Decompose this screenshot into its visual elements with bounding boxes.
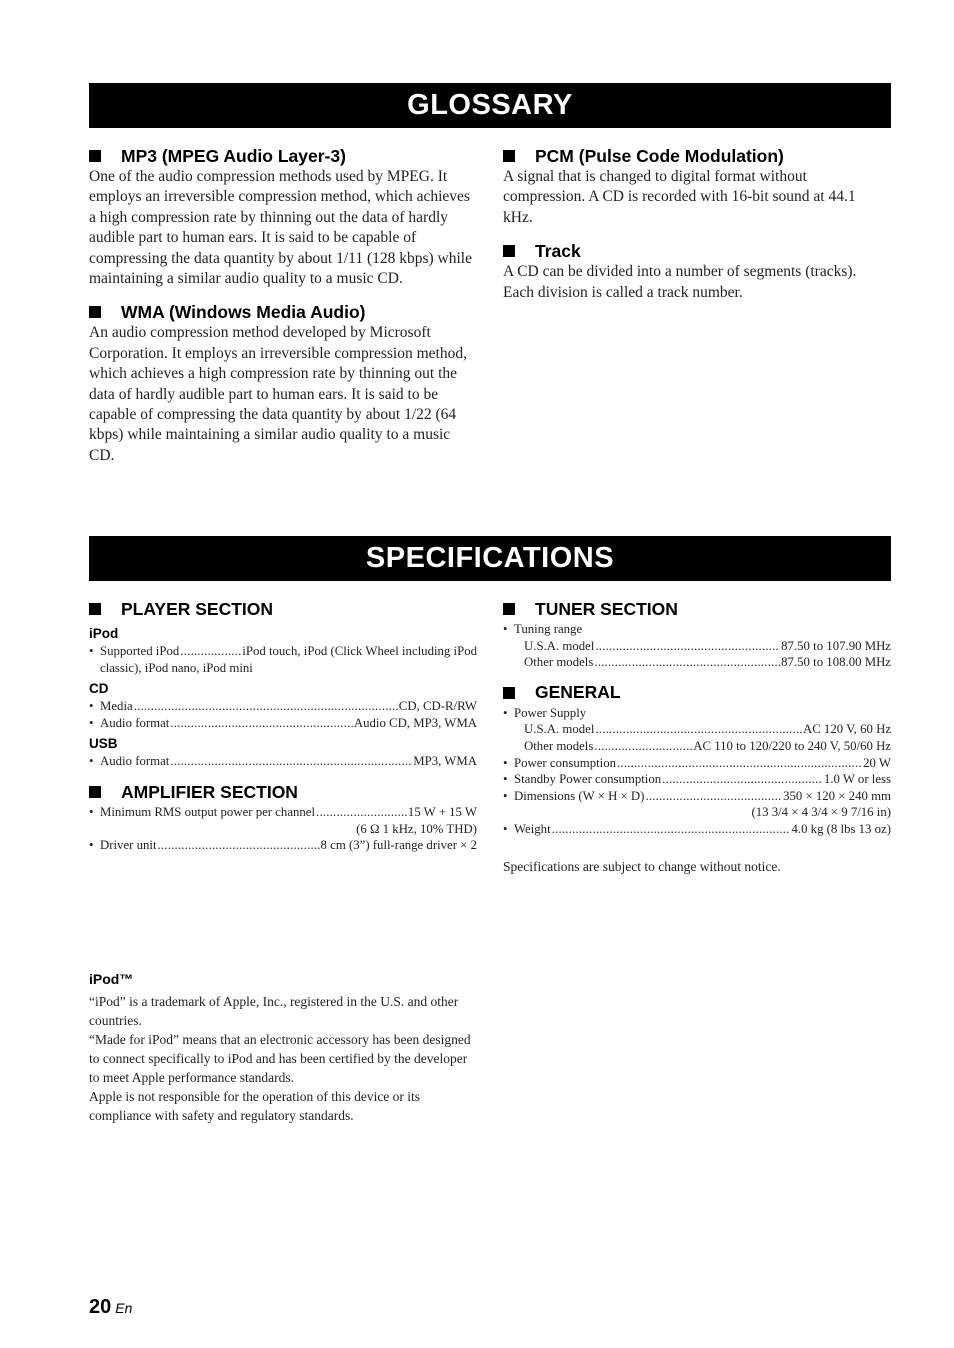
general-section-heading: GENERAL <box>503 682 891 704</box>
spec-row-supply-usa: U.S.A. model ..... AC 120 V, 60 Hz <box>503 721 891 738</box>
glossary-left-column <box>89 145 479 466</box>
trademark-paragraph-2: “Made for iPod” means that an electronic accessory has been designed to connect specifically to iPod and has been certified by the developer to meet Apple performance standards. <box>89 1032 471 1085</box>
square-bullet-icon <box>89 603 101 615</box>
track-text: A CD can be divided into a number of segments (tracks). Each division is called a track number. <box>503 263 857 301</box>
specifications-title: SPECIFICATIONS <box>365 542 615 574</box>
spec-row-tuner-other: Other models ..... 87.50 to 108.00 MHz <box>503 654 891 671</box>
square-bullet-icon <box>89 786 101 798</box>
spec-row-standby-power: • Standby Power consumption ..... 1.0 W or less <box>503 771 891 788</box>
page-language: En <box>115 1300 133 1316</box>
spec-row-cd-format: • Audio format ..... Audio CD, MP3, WMA <box>89 715 477 732</box>
track-heading: Track <box>503 240 891 262</box>
ipod-trademark-heading: iPod™ <box>89 971 134 987</box>
square-bullet-icon <box>503 150 515 162</box>
spec-row-driver-unit: • Driver unit ..... 8 cm (3”) full-range driver × 2 <box>89 837 477 854</box>
specs-right-column <box>503 598 891 876</box>
mp3-text: One of the audio compression methods used by MPEG. It employs an irreversible compression method, which achieves a high compression rate by thinning out the data of hardly audible part to human ears. It is said to be capable of compressing the data quantity by about 1/11 (128 kbps) while maintaining a similar audio quality to a music CD. <box>89 168 472 288</box>
cd-subheading: CD <box>89 681 109 697</box>
spec-row-power-consumption: • Power consumption ..... 20 W <box>503 755 891 772</box>
ipod-subheading: iPod <box>89 626 119 641</box>
specifications-banner <box>89 536 891 581</box>
page-number-value: 20 <box>89 1296 112 1318</box>
spec-row-rms-power: • Minimum RMS output power per channel ..... 15 W + 15 W <box>89 804 477 821</box>
player-section-heading: PLAYER SECTION <box>89 598 477 620</box>
pcm-heading: PCM (Pulse Code Modulation) <box>503 145 891 167</box>
spec-row-rms-power-cont: (6 Ω 1 kHz, 10% THD) <box>356 821 477 836</box>
spec-row-dimensions: • Dimensions (W × H × D) ..... 350 × 120 × 240 mm <box>503 788 891 805</box>
spec-row-weight: • Weight ..... 4.0 kg (8 lbs 13 oz) <box>503 821 891 838</box>
spec-row-tuning-range: • Tuning range <box>503 622 583 636</box>
spec-row-cd-media: • Media ..... CD, CD-R/RW <box>89 698 477 715</box>
specifications-notice: Specifications are subject to change without notice. <box>503 858 781 874</box>
wma-heading: WMA (Windows Media Audio) <box>89 301 479 323</box>
glossary-banner <box>89 83 891 128</box>
trademark-paragraph-1: “iPod” is a trademark of Apple, Inc., registered in the U.S. and other countries. <box>89 994 459 1028</box>
spec-row-dimensions-cont: (13 3/4 × 4 3/4 × 9 7/16 in) <box>751 805 891 820</box>
page-number <box>89 1296 132 1319</box>
pcm-text: A signal that is changed to digital format without compression. A CD is recorded with 16-bit sound at 44.1 kHz. <box>503 168 856 226</box>
square-bullet-icon <box>503 603 515 615</box>
spec-row-tuner-usa: U.S.A. model ..... 87.50 to 107.90 MHz <box>503 638 891 655</box>
square-bullet-icon <box>89 306 101 318</box>
usb-subheading: USB <box>89 736 118 752</box>
amplifier-section-heading: AMPLIFIER SECTION <box>89 781 477 803</box>
spec-row-supply-other: Other models ..... AC 110 to 120/220 to 240 V, 50/60 Hz <box>503 738 891 755</box>
trademark-paragraph-3: Apple is not responsible for the operation of this device or its compliance with safety and regulatory standards. <box>89 1089 421 1123</box>
spec-row-power-supply: • Power Supply <box>503 705 587 720</box>
glossary-title: GLOSSARY <box>407 89 573 121</box>
spec-row-supported-ipod-cont: classic), iPod nano, iPod mini <box>100 660 253 675</box>
mp3-heading: MP3 (MPEG Audio Layer-3) <box>89 145 479 167</box>
specs-left-column <box>89 598 477 854</box>
tuner-section-heading: TUNER SECTION <box>503 598 891 620</box>
square-bullet-icon <box>503 245 515 257</box>
glossary-right-column <box>503 145 891 303</box>
wma-text: An audio compression method developed by Microsoft Corporation. It employs an irreversible compression method, which achieves a high compression rate by thinning out the data of hardly audible part to human ears. It is said to be capable of compressing the data quantity by about 1/22 (64 kbps) while maintaining a similar audio quality to a music CD. <box>89 324 467 464</box>
spec-row-supported-ipod: • Supported iPod ..... iPod touch, iPod (Click Wheel including iPod <box>89 643 477 660</box>
spec-row-usb-format: • Audio format ..... MP3, WMA <box>89 753 477 770</box>
square-bullet-icon <box>89 150 101 162</box>
ipod-trademark-note <box>89 969 479 1125</box>
square-bullet-icon <box>503 687 515 699</box>
